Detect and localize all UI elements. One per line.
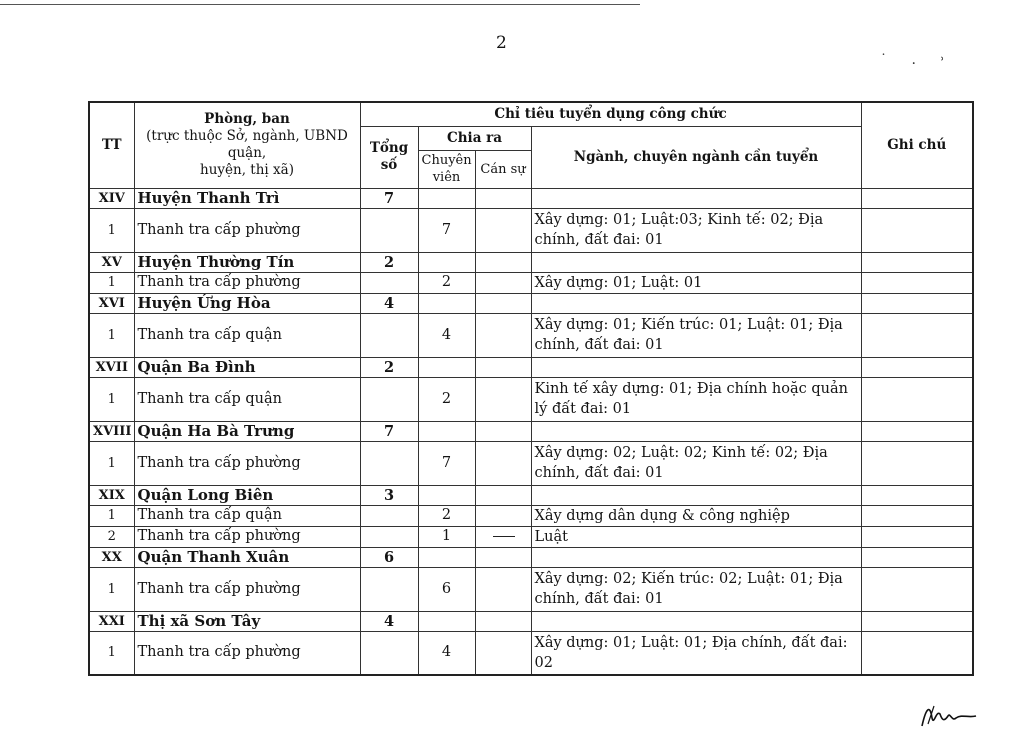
majors-cell xyxy=(531,188,861,208)
specialist-count xyxy=(418,293,475,313)
total-count xyxy=(360,377,418,421)
specialist-count: 1 xyxy=(418,526,475,547)
total-count: 7 xyxy=(360,188,418,208)
staff-count xyxy=(475,272,531,293)
specialist-count xyxy=(418,485,475,505)
table-row xyxy=(89,505,973,526)
row-number: XIV xyxy=(89,188,134,208)
section-row xyxy=(89,611,973,631)
specialist-count xyxy=(418,421,475,441)
table-row xyxy=(89,441,973,485)
top-rule xyxy=(0,4,640,5)
section-row xyxy=(89,485,973,505)
total-count xyxy=(360,567,418,611)
row-number: XXI xyxy=(89,611,134,631)
row-number: 1 xyxy=(89,377,134,421)
section-row xyxy=(89,547,973,567)
table-row xyxy=(89,377,973,421)
staff-count xyxy=(475,547,531,567)
department-name: Thanh tra cấp phường xyxy=(134,272,360,293)
department-name: Thanh tra cấp phường xyxy=(134,567,360,611)
specialist-count: 4 xyxy=(418,313,475,357)
majors-cell xyxy=(531,485,861,505)
notes-cell xyxy=(861,293,973,313)
table-row xyxy=(89,567,973,611)
majors-cell xyxy=(531,421,861,441)
majors-cell: Luật xyxy=(531,526,861,547)
header-staff: Cán sự xyxy=(475,150,531,188)
department-name: Thanh tra cấp phường xyxy=(134,441,360,485)
page-number: 2 xyxy=(496,33,507,53)
staff-count xyxy=(475,421,531,441)
staff-count xyxy=(475,208,531,252)
majors-cell xyxy=(531,293,861,313)
notes-cell xyxy=(861,567,973,611)
department-name: Quận Thanh Xuân xyxy=(134,547,360,567)
majors-cell: Xây dựng dân dụng & công nghiệp xyxy=(531,505,861,526)
specialist-count xyxy=(418,357,475,377)
specialist-count: 2 xyxy=(418,272,475,293)
row-number: 1 xyxy=(89,313,134,357)
table-body xyxy=(89,188,973,675)
staff-count xyxy=(475,505,531,526)
department-name: Quận Ba Đình xyxy=(134,357,360,377)
total-count: 7 xyxy=(360,421,418,441)
notes-cell xyxy=(861,272,973,293)
notes-cell xyxy=(861,631,973,675)
notes-cell xyxy=(861,547,973,567)
notes-cell xyxy=(861,441,973,485)
majors-cell: Xây dựng: 01; Luật: 01; Địa chính, đất đai: 02 xyxy=(531,631,861,675)
notes-cell xyxy=(861,505,973,526)
row-number: XV xyxy=(89,252,134,272)
section-row xyxy=(89,357,973,377)
specialist-count: 7 xyxy=(418,441,475,485)
total-count xyxy=(360,526,418,547)
specialist-count: 2 xyxy=(418,505,475,526)
department-name: Thanh tra cấp phường xyxy=(134,526,360,547)
total-count: 6 xyxy=(360,547,418,567)
specialist-count xyxy=(418,547,475,567)
department-name: Thị xã Sơn Tây xyxy=(134,611,360,631)
row-number: 1 xyxy=(89,441,134,485)
signature-icon xyxy=(918,700,978,730)
scan-specks: ˙ . ˒ xyxy=(880,52,955,68)
table-row xyxy=(89,631,973,675)
staff-count xyxy=(475,485,531,505)
row-number: 2 xyxy=(89,526,134,547)
recruitment-quota-table xyxy=(88,101,974,676)
header-department-line1: Phòng, ban xyxy=(204,111,290,128)
staff-count xyxy=(475,293,531,313)
notes-cell xyxy=(861,252,973,272)
specialist-count xyxy=(418,611,475,631)
department-name: Thanh tra cấp quận xyxy=(134,377,360,421)
specialist-count: 7 xyxy=(418,208,475,252)
majors-cell: Xây dựng: 01; Luật: 01 xyxy=(531,272,861,293)
row-number: XVIII xyxy=(89,421,134,441)
total-count xyxy=(360,208,418,252)
table-row xyxy=(89,208,973,252)
header-quota: Chỉ tiêu tuyển dụng công chức xyxy=(360,102,861,126)
header-specialist: Chuyên viên xyxy=(418,150,475,188)
table-row xyxy=(89,526,973,547)
department-name: Quận Ha Bà Trưng xyxy=(134,421,360,441)
department-name: Thanh tra cấp quận xyxy=(134,313,360,357)
row-number: XIX xyxy=(89,485,134,505)
header-department-line4: huyện, thị xã) xyxy=(200,162,294,179)
notes-cell xyxy=(861,526,973,547)
total-count xyxy=(360,631,418,675)
notes-cell xyxy=(861,485,973,505)
majors-cell xyxy=(531,547,861,567)
specialist-count: 4 xyxy=(418,631,475,675)
notes-cell xyxy=(861,188,973,208)
majors-cell xyxy=(531,252,861,272)
total-count: 4 xyxy=(360,611,418,631)
row-number: 1 xyxy=(89,272,134,293)
majors-cell: Xây dựng: 01; Luật:03; Kinh tế: 02; Địa chính, đất đai: 01 xyxy=(531,208,861,252)
department-name: Thanh tra cấp phường xyxy=(134,631,360,675)
section-row xyxy=(89,188,973,208)
department-name: Thanh tra cấp phường xyxy=(134,208,360,252)
staff-count xyxy=(475,313,531,357)
majors-cell xyxy=(531,611,861,631)
header-department-line3: quận, xyxy=(227,145,267,162)
total-count: 2 xyxy=(360,357,418,377)
notes-cell xyxy=(861,377,973,421)
total-count: 2 xyxy=(360,252,418,272)
section-row xyxy=(89,293,973,313)
staff-count xyxy=(475,188,531,208)
section-row xyxy=(89,421,973,441)
row-number: XX xyxy=(89,547,134,567)
department-name: Huyện Ứng Hòa xyxy=(134,293,360,313)
section-row xyxy=(89,252,973,272)
header-notes: Ghi chú xyxy=(861,102,973,188)
staff-count xyxy=(475,252,531,272)
majors-cell: Xây dựng: 01; Kiến trúc: 01; Luật: 01; Địa chính, đất đai: 01 xyxy=(531,313,861,357)
total-count xyxy=(360,505,418,526)
staff-count xyxy=(475,631,531,675)
notes-cell xyxy=(861,357,973,377)
total-count: 4 xyxy=(360,293,418,313)
department-name: Huyện Thường Tín xyxy=(134,252,360,272)
majors-cell: Xây dựng: 02; Luật: 02; Kinh tế: 02; Địa chính, đất đai: 01 xyxy=(531,441,861,485)
specialist-count: 6 xyxy=(418,567,475,611)
staff-count xyxy=(475,357,531,377)
notes-cell xyxy=(861,611,973,631)
table-row xyxy=(89,272,973,293)
specialist-count: 2 xyxy=(418,377,475,421)
staff-count xyxy=(475,441,531,485)
header-department-line2: (trực thuộc Sở, ngành, UBND xyxy=(146,128,348,145)
department-name: Quận Long Biên xyxy=(134,485,360,505)
staff-count xyxy=(475,377,531,421)
total-count xyxy=(360,272,418,293)
majors-cell: Xây dựng: 02; Kiến trúc: 02; Luật: 01; Địa chính, đất đai: 01 xyxy=(531,567,861,611)
header-total: Tổng số xyxy=(360,126,418,188)
total-count: 3 xyxy=(360,485,418,505)
staff-count xyxy=(475,526,531,547)
table-row xyxy=(89,313,973,357)
row-number: XVI xyxy=(89,293,134,313)
specialist-count xyxy=(418,252,475,272)
majors-cell: Kinh tế xây dựng: 01; Địa chính hoặc quản lý đất đai: 01 xyxy=(531,377,861,421)
notes-cell xyxy=(861,421,973,441)
total-count xyxy=(360,441,418,485)
staff-count xyxy=(475,611,531,631)
notes-cell xyxy=(861,208,973,252)
specialist-count xyxy=(418,188,475,208)
dash-mark xyxy=(493,536,515,537)
total-count xyxy=(360,313,418,357)
header-split: Chia ra xyxy=(418,126,531,150)
row-number: 1 xyxy=(89,505,134,526)
header-department xyxy=(134,102,360,188)
row-number: 1 xyxy=(89,208,134,252)
department-name: Thanh tra cấp quận xyxy=(134,505,360,526)
row-number: XVII xyxy=(89,357,134,377)
row-number: 1 xyxy=(89,567,134,611)
majors-cell xyxy=(531,357,861,377)
department-name: Huyện Thanh Trì xyxy=(134,188,360,208)
row-number: 1 xyxy=(89,631,134,675)
staff-count xyxy=(475,567,531,611)
header-tt: TT xyxy=(89,102,134,188)
notes-cell xyxy=(861,313,973,357)
header-majors: Ngành, chuyên ngành cần tuyển xyxy=(531,126,861,188)
